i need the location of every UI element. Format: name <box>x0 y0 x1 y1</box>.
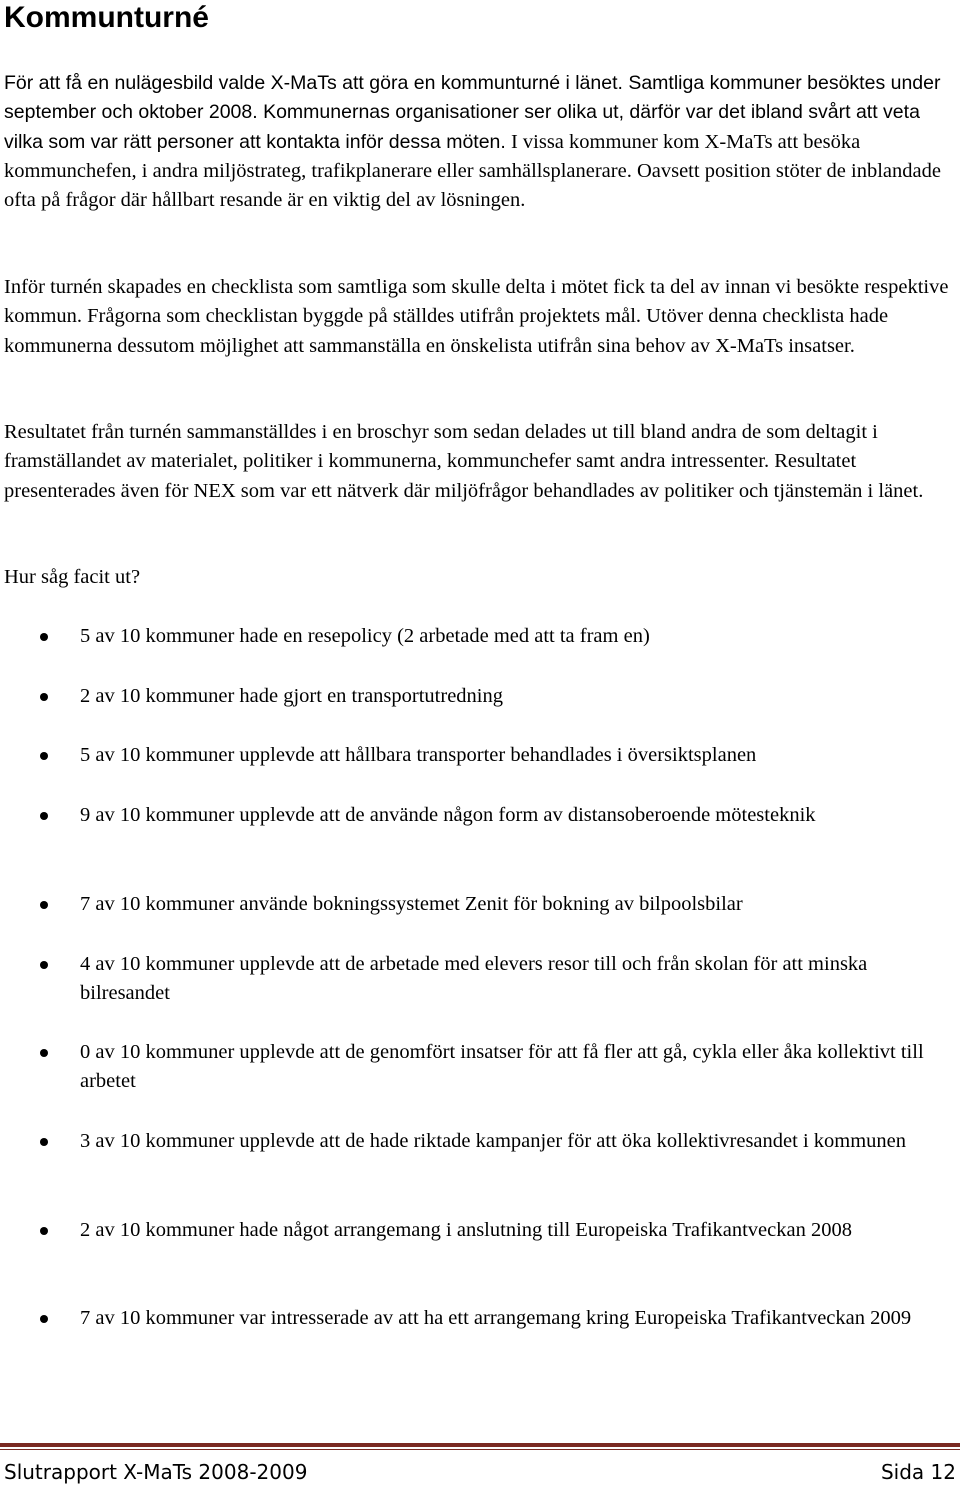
list-item-text: 5 av 10 kommuner hade en resepolicy (2 arbetade med att ta fram en) <box>80 625 650 647</box>
intro-paragraph <box>4 69 954 215</box>
intro-text-part-3: Oavsett position stöter de inblandade ofta på frågor där hållbart resande är en viktig del av lösningen. <box>4 159 941 212</box>
bullet-icon <box>40 633 48 641</box>
footer-divider-thick <box>0 1443 960 1447</box>
checklist-paragraph: Inför turnén skapades en checklista som samtliga som skulle delta i mötet fick ta del av innan vi besökte respektive kommun. Frågorna som checklistan byggde på ställdes utifrån projektets mål. Utöver denna checklista hade kommunerna dessutom möjlighet att sammanställa en önskelista utifrån sina behov av X-MaTs insatser. <box>4 276 949 357</box>
bullet-icon <box>40 1138 48 1146</box>
question-line: Hur såg facit ut? <box>4 566 141 588</box>
list-item-text: 0 av 10 kommuner upplevde att de genomfört insatser för att få fler att gå, cykla eller åka kollektivt till arbetet <box>80 1041 924 1093</box>
footer-report-title: Slutrapport X-MaTs 2008-2009 <box>4 1460 308 1484</box>
page-footer <box>4 1458 956 1488</box>
bullet-icon <box>40 1049 48 1057</box>
results-paragraph: Resultatet från turnén sammanställdes i en broschyr som sedan delades ut till bland andra de som deltagit i framställandet av materialet, politiker i kommunerna, kommunchefer samt andra intressenter. Resultatet presenterades även för NEX som var ett nätverk där miljöfrågor behandlades av politiker och tjänstemän i länet. <box>4 421 924 502</box>
page-heading: Kommunturné <box>4 1 209 34</box>
intro-text-part-1: För att få en nulägesbild valde X-MaTs att göra en kommunturné i länet. Samtliga kommuner besöktes under september och oktober 2008. Kommunernas organisationer ser olika ut, därför var det ibland svårt att veta vilka som var rätt personer att kontakta inför dessa möten. <box>4 72 941 153</box>
footer-divider-thin <box>0 1449 960 1450</box>
bullet-icon <box>40 693 48 701</box>
list-item-text: 9 av 10 kommuner upplevde att de använde någon form av distansoberoende mötesteknik <box>80 804 816 826</box>
list-item-text: 7 av 10 kommuner var intresserade av att ha ett arrangemang kring Europeiska Trafikantveckan 2009 <box>80 1307 912 1329</box>
intro-text-part-2: I vissa kommuner kom X-MaTs att besöka kommunchefen, i andra miljöstrateg, trafikplanerare eller samhällsplanerare. <box>4 130 861 182</box>
list-item-text: 2 av 10 kommuner hade något arrangemang i anslutning till Europeiska Trafikantveckan 2008 <box>80 1219 852 1241</box>
list-item-text: 7 av 10 kommuner använde bokningssystemet Zenit för bokning av bilpoolsbilar <box>80 893 743 915</box>
bullet-icon <box>40 961 48 969</box>
list-item-text: 5 av 10 kommuner upplevde att hållbara transporter behandlades i översiktsplanen <box>80 744 757 766</box>
list-item-text: 2 av 10 kommuner hade gjort en transportutredning <box>80 685 503 707</box>
list-item-text: 3 av 10 kommuner upplevde att de hade riktade kampanjer för att öka kollektivresandet i kommunen <box>80 1130 907 1152</box>
footer-page-number: Sida 12 <box>880 1460 956 1484</box>
list-item-text: 4 av 10 kommuner upplevde att de arbetade med elevers resor till och från skolan för att minska bilresandet <box>80 953 868 1005</box>
bullet-icon <box>40 752 48 760</box>
bullet-icon <box>40 1227 48 1235</box>
bullet-icon <box>40 812 48 820</box>
bullet-icon <box>40 901 48 909</box>
bullet-icon <box>40 1315 48 1323</box>
